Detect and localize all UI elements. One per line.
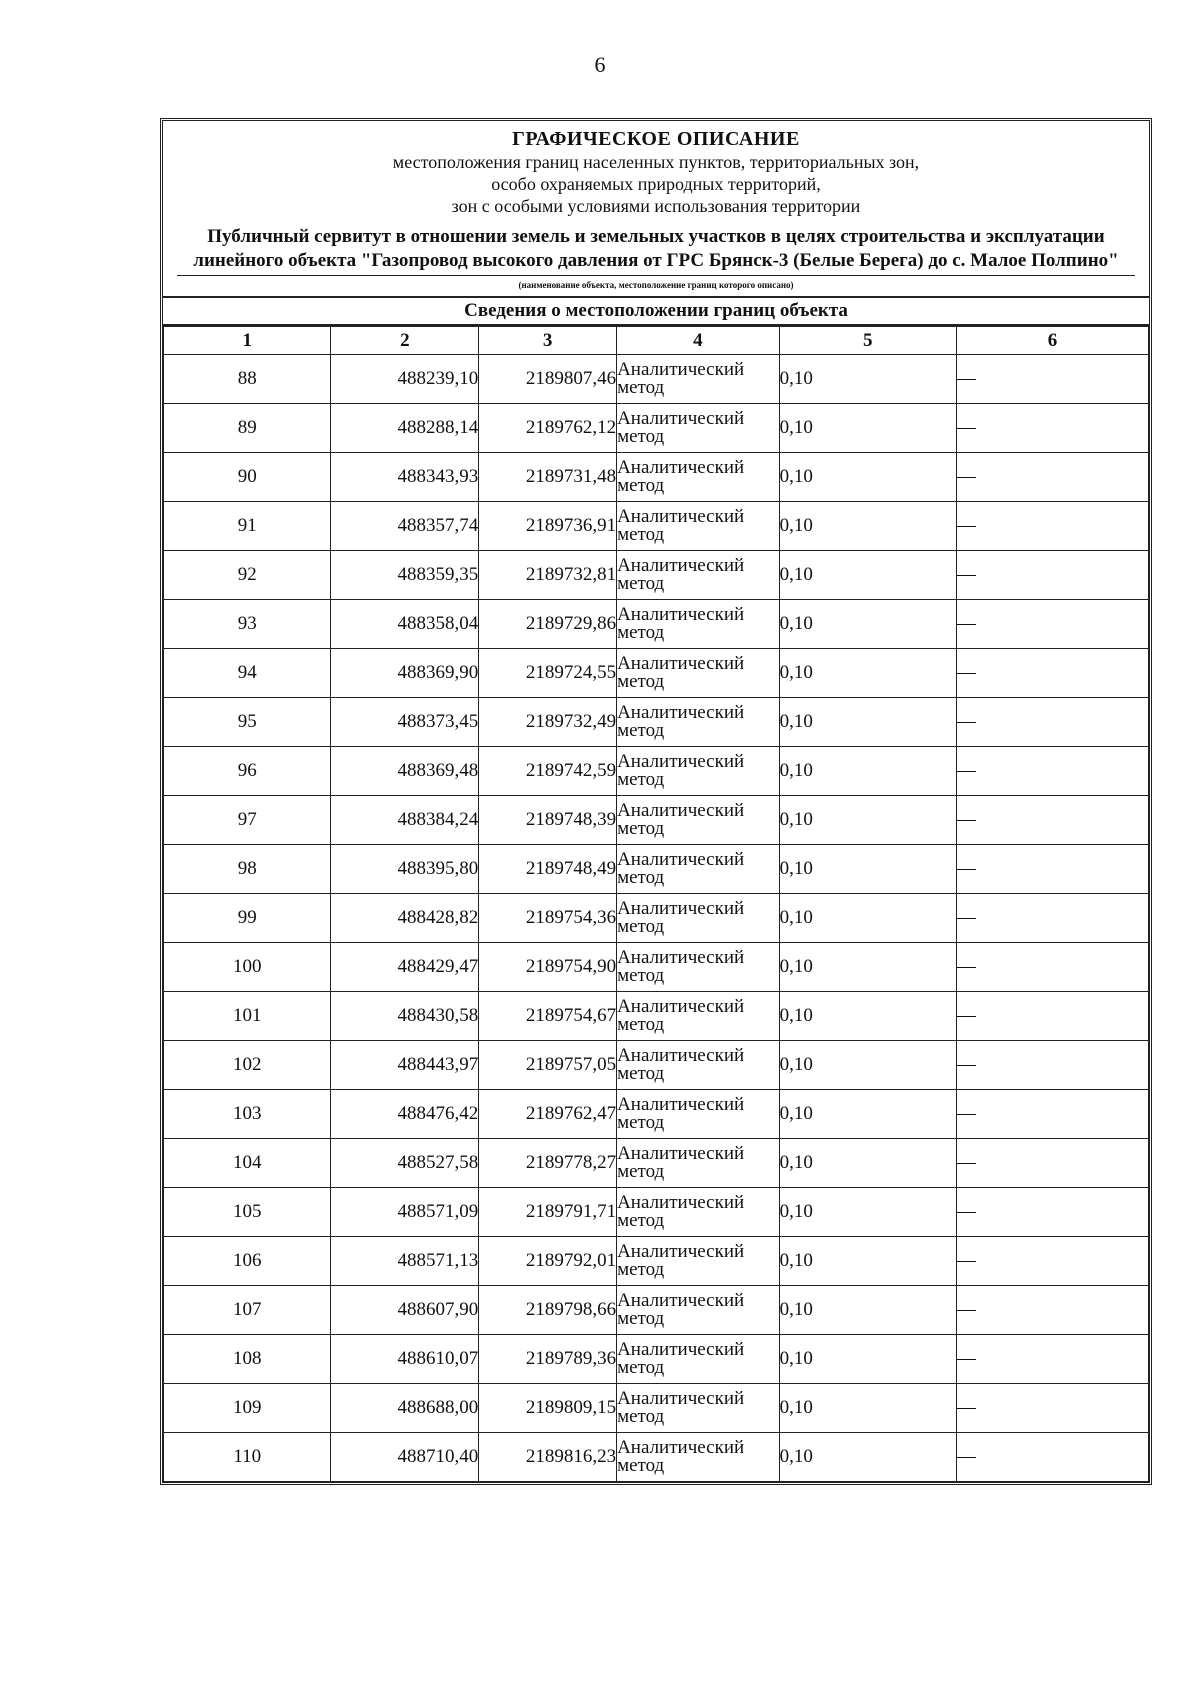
note-dash: —: [956, 417, 976, 438]
point-number-cell: 97: [164, 796, 331, 845]
document-subtitle-line-3: зон с особыми условиями использования территории: [451, 196, 861, 216]
y-coordinate-cell: 2189748,39: [479, 796, 617, 845]
point-number-cell: 109: [164, 1384, 331, 1433]
method-cell: Аналитический метод: [617, 992, 780, 1041]
note-cell: [956, 894, 1148, 943]
y-coordinate-cell: 2189789,36: [479, 1335, 617, 1384]
note-cell: [956, 796, 1148, 845]
note-cell: [956, 551, 1148, 600]
method-cell: Аналитический метод: [617, 453, 780, 502]
y-coordinate-cell: 2189732,49: [479, 698, 617, 747]
column-header-6: 6: [956, 327, 1148, 355]
table-row: [164, 1335, 1149, 1384]
point-number-cell: 105: [164, 1188, 331, 1237]
note-cell: [956, 1335, 1148, 1384]
x-coordinate-cell: 488527,58: [331, 1139, 479, 1188]
document-subtitle-line-2: особо охраняемых природных территорий,: [491, 174, 821, 194]
y-coordinate-cell: 2189791,71: [479, 1188, 617, 1237]
column-header-4: 4: [617, 327, 780, 355]
y-coordinate-cell: 2189731,48: [479, 453, 617, 502]
accuracy-cell: 0,10: [779, 845, 956, 894]
x-coordinate-cell: 488288,14: [331, 404, 479, 453]
table-row: [164, 551, 1149, 600]
table-row: [164, 1188, 1149, 1237]
method-cell: Аналитический метод: [617, 1237, 780, 1286]
method-cell: Аналитический метод: [617, 845, 780, 894]
method-cell: Аналитический метод: [617, 1335, 780, 1384]
table-row: [164, 1090, 1149, 1139]
method-cell: Аналитический метод: [617, 1139, 780, 1188]
y-coordinate-cell: 2189729,86: [479, 600, 617, 649]
table-row: [164, 1139, 1149, 1188]
note-dash: —: [956, 515, 976, 536]
point-number-cell: 89: [164, 404, 331, 453]
table-row: [164, 1041, 1149, 1090]
note-cell: [956, 1090, 1148, 1139]
note-cell: [956, 698, 1148, 747]
note-dash: —: [956, 809, 976, 830]
note-dash: —: [956, 1103, 976, 1124]
y-coordinate-cell: 2189736,91: [479, 502, 617, 551]
point-number-cell: 103: [164, 1090, 331, 1139]
y-coordinate-cell: 2189762,12: [479, 404, 617, 453]
table-header-row: [164, 327, 1149, 355]
x-coordinate-cell: 488688,00: [331, 1384, 479, 1433]
table-row: [164, 1384, 1149, 1433]
x-coordinate-cell: 488430,58: [331, 992, 479, 1041]
note-dash: —: [956, 1446, 976, 1467]
y-coordinate-cell: 2189754,67: [479, 992, 617, 1041]
accuracy-cell: 0,10: [779, 355, 956, 404]
table-row: [164, 747, 1149, 796]
table-row: [164, 502, 1149, 551]
x-coordinate-cell: 488428,82: [331, 894, 479, 943]
x-coordinate-cell: 488358,04: [331, 600, 479, 649]
table-row: [164, 845, 1149, 894]
point-number-cell: 96: [164, 747, 331, 796]
x-coordinate-cell: 488343,93: [331, 453, 479, 502]
table-row: [164, 600, 1149, 649]
note-dash: —: [956, 1348, 976, 1369]
table-row: [164, 796, 1149, 845]
x-coordinate-cell: 488571,09: [331, 1188, 479, 1237]
accuracy-cell: 0,10: [779, 1139, 956, 1188]
accuracy-cell: 0,10: [779, 894, 956, 943]
x-coordinate-cell: 488384,24: [331, 796, 479, 845]
point-number-cell: 91: [164, 502, 331, 551]
point-number-cell: 93: [164, 600, 331, 649]
table-row: [164, 992, 1149, 1041]
method-cell: Аналитический метод: [617, 404, 780, 453]
document-subtitle-line-1: местоположения границ населенных пунктов, территориальных зон,: [392, 152, 920, 172]
method-cell: Аналитический метод: [617, 894, 780, 943]
point-number-cell: 94: [164, 649, 331, 698]
accuracy-cell: 0,10: [779, 1041, 956, 1090]
x-coordinate-cell: 488571,13: [331, 1237, 479, 1286]
note-dash: —: [956, 368, 976, 389]
method-cell: Аналитический метод: [617, 943, 780, 992]
note-dash: —: [956, 1397, 976, 1418]
method-cell: Аналитический метод: [617, 502, 780, 551]
note-cell: [956, 502, 1148, 551]
note-cell: [956, 355, 1148, 404]
point-number-cell: 88: [164, 355, 331, 404]
coordinates-table: [163, 326, 1149, 1482]
note-dash: —: [956, 711, 976, 732]
note-cell: [956, 1139, 1148, 1188]
method-cell: Аналитический метод: [617, 355, 780, 404]
accuracy-cell: 0,10: [779, 1335, 956, 1384]
note-dash: —: [956, 1054, 976, 1075]
accuracy-cell: 0,10: [779, 698, 956, 747]
column-header-1: 1: [164, 327, 331, 355]
table-row: [164, 943, 1149, 992]
method-cell: Аналитический метод: [617, 1384, 780, 1433]
note-cell: [956, 404, 1148, 453]
note-cell: [956, 1041, 1148, 1090]
y-coordinate-cell: 2189816,23: [479, 1433, 617, 1482]
object-name: Публичный сервитут в отношении земель и земельных участков в целях строительства и эксплуатации линейного объекта "Газопровод высокого давления от ГРС Брянск-3 (Белые Берега) до с. Малое Полпино": [177, 225, 1135, 276]
accuracy-cell: 0,10: [779, 1433, 956, 1482]
x-coordinate-cell: 488359,35: [331, 551, 479, 600]
y-coordinate-cell: 2189762,47: [479, 1090, 617, 1139]
note-dash: —: [956, 1299, 976, 1320]
accuracy-cell: 0,10: [779, 649, 956, 698]
note-dash: —: [956, 1201, 976, 1222]
note-dash: —: [956, 1250, 976, 1271]
accuracy-cell: 0,10: [779, 1384, 956, 1433]
note-cell: [956, 1384, 1148, 1433]
note-cell: [956, 1237, 1148, 1286]
accuracy-cell: 0,10: [779, 404, 956, 453]
column-header-2: 2: [331, 327, 479, 355]
x-coordinate-cell: 488239,10: [331, 355, 479, 404]
point-number-cell: 92: [164, 551, 331, 600]
section-heading: Сведения о местоположении границ объекта: [163, 298, 1149, 326]
accuracy-cell: 0,10: [779, 600, 956, 649]
note-cell: [956, 943, 1148, 992]
point-number-cell: 99: [164, 894, 331, 943]
note-dash: —: [956, 613, 976, 634]
accuracy-cell: 0,10: [779, 747, 956, 796]
x-coordinate-cell: 488610,07: [331, 1335, 479, 1384]
y-coordinate-cell: 2189757,05: [479, 1041, 617, 1090]
x-coordinate-cell: 488373,45: [331, 698, 479, 747]
method-cell: Аналитический метод: [617, 1188, 780, 1237]
point-number-cell: 104: [164, 1139, 331, 1188]
table-row: [164, 1237, 1149, 1286]
note-cell: [956, 600, 1148, 649]
y-coordinate-cell: 2189732,81: [479, 551, 617, 600]
y-coordinate-cell: 2189778,27: [479, 1139, 617, 1188]
point-number-cell: 90: [164, 453, 331, 502]
x-coordinate-cell: 488710,40: [331, 1433, 479, 1482]
note-cell: [956, 1188, 1148, 1237]
table-row: [164, 698, 1149, 747]
accuracy-cell: 0,10: [779, 1188, 956, 1237]
accuracy-cell: 0,10: [779, 502, 956, 551]
accuracy-cell: 0,10: [779, 1237, 956, 1286]
method-cell: Аналитический метод: [617, 796, 780, 845]
x-coordinate-cell: 488395,80: [331, 845, 479, 894]
document-frame: [160, 118, 1152, 1485]
note-cell: [956, 992, 1148, 1041]
note-dash: —: [956, 564, 976, 585]
accuracy-cell: 0,10: [779, 992, 956, 1041]
x-coordinate-cell: 488443,97: [331, 1041, 479, 1090]
note-cell: [956, 453, 1148, 502]
method-cell: Аналитический метод: [617, 1041, 780, 1090]
point-number-cell: 102: [164, 1041, 331, 1090]
column-header-3: 3: [479, 327, 617, 355]
table-row: [164, 355, 1149, 404]
note-dash: —: [956, 956, 976, 977]
note-cell: [956, 845, 1148, 894]
y-coordinate-cell: 2189792,01: [479, 1237, 617, 1286]
table-row: [164, 649, 1149, 698]
point-number-cell: 98: [164, 845, 331, 894]
header-block: [163, 121, 1149, 298]
note-dash: —: [956, 662, 976, 683]
page-number: 6: [594, 52, 606, 77]
table-row: [164, 453, 1149, 502]
y-coordinate-cell: 2189798,66: [479, 1286, 617, 1335]
point-number-cell: 95: [164, 698, 331, 747]
note-cell: [956, 1286, 1148, 1335]
method-cell: Аналитический метод: [617, 747, 780, 796]
method-cell: Аналитический метод: [617, 1433, 780, 1482]
x-coordinate-cell: 488429,47: [331, 943, 479, 992]
document-title: ГРАФИЧЕСКОЕ ОПИСАНИЕ: [512, 128, 800, 150]
accuracy-cell: 0,10: [779, 796, 956, 845]
note-dash: —: [956, 907, 976, 928]
note-dash: —: [956, 1005, 976, 1026]
accuracy-cell: 0,10: [779, 1090, 956, 1139]
note-dash: —: [956, 858, 976, 879]
x-coordinate-cell: 488357,74: [331, 502, 479, 551]
y-coordinate-cell: 2189742,59: [479, 747, 617, 796]
note-cell: [956, 747, 1148, 796]
point-number-cell: 100: [164, 943, 331, 992]
y-coordinate-cell: 2189807,46: [479, 355, 617, 404]
y-coordinate-cell: 2189809,15: [479, 1384, 617, 1433]
accuracy-cell: 0,10: [779, 1286, 956, 1335]
note-dash: —: [956, 760, 976, 781]
method-cell: Аналитический метод: [617, 551, 780, 600]
accuracy-cell: 0,10: [779, 551, 956, 600]
note-dash: —: [956, 1152, 976, 1173]
point-number-cell: 101: [164, 992, 331, 1041]
method-cell: Аналитический метод: [617, 1090, 780, 1139]
accuracy-cell: 0,10: [779, 453, 956, 502]
point-number-cell: 106: [164, 1237, 331, 1286]
x-coordinate-cell: 488607,90: [331, 1286, 479, 1335]
method-cell: Аналитический метод: [617, 600, 780, 649]
point-number-cell: 110: [164, 1433, 331, 1482]
note-cell: [956, 649, 1148, 698]
y-coordinate-cell: 2189754,90: [479, 943, 617, 992]
accuracy-cell: 0,10: [779, 943, 956, 992]
y-coordinate-cell: 2189754,36: [479, 894, 617, 943]
y-coordinate-cell: 2189724,55: [479, 649, 617, 698]
table-row: [164, 1433, 1149, 1482]
point-number-cell: 108: [164, 1335, 331, 1384]
table-row: [164, 894, 1149, 943]
y-coordinate-cell: 2189748,49: [479, 845, 617, 894]
table-row: [164, 1286, 1149, 1335]
column-header-5: 5: [779, 327, 956, 355]
x-coordinate-cell: 488476,42: [331, 1090, 479, 1139]
object-caption: (наименование объекта, местоположение границ которого описано): [518, 280, 794, 290]
method-cell: Аналитический метод: [617, 649, 780, 698]
method-cell: Аналитический метод: [617, 698, 780, 747]
x-coordinate-cell: 488369,48: [331, 747, 479, 796]
note-dash: —: [956, 466, 976, 487]
table-body: [164, 355, 1149, 1482]
method-cell: Аналитический метод: [617, 1286, 780, 1335]
table-row: [164, 404, 1149, 453]
point-number-cell: 107: [164, 1286, 331, 1335]
note-cell: [956, 1433, 1148, 1482]
x-coordinate-cell: 488369,90: [331, 649, 479, 698]
